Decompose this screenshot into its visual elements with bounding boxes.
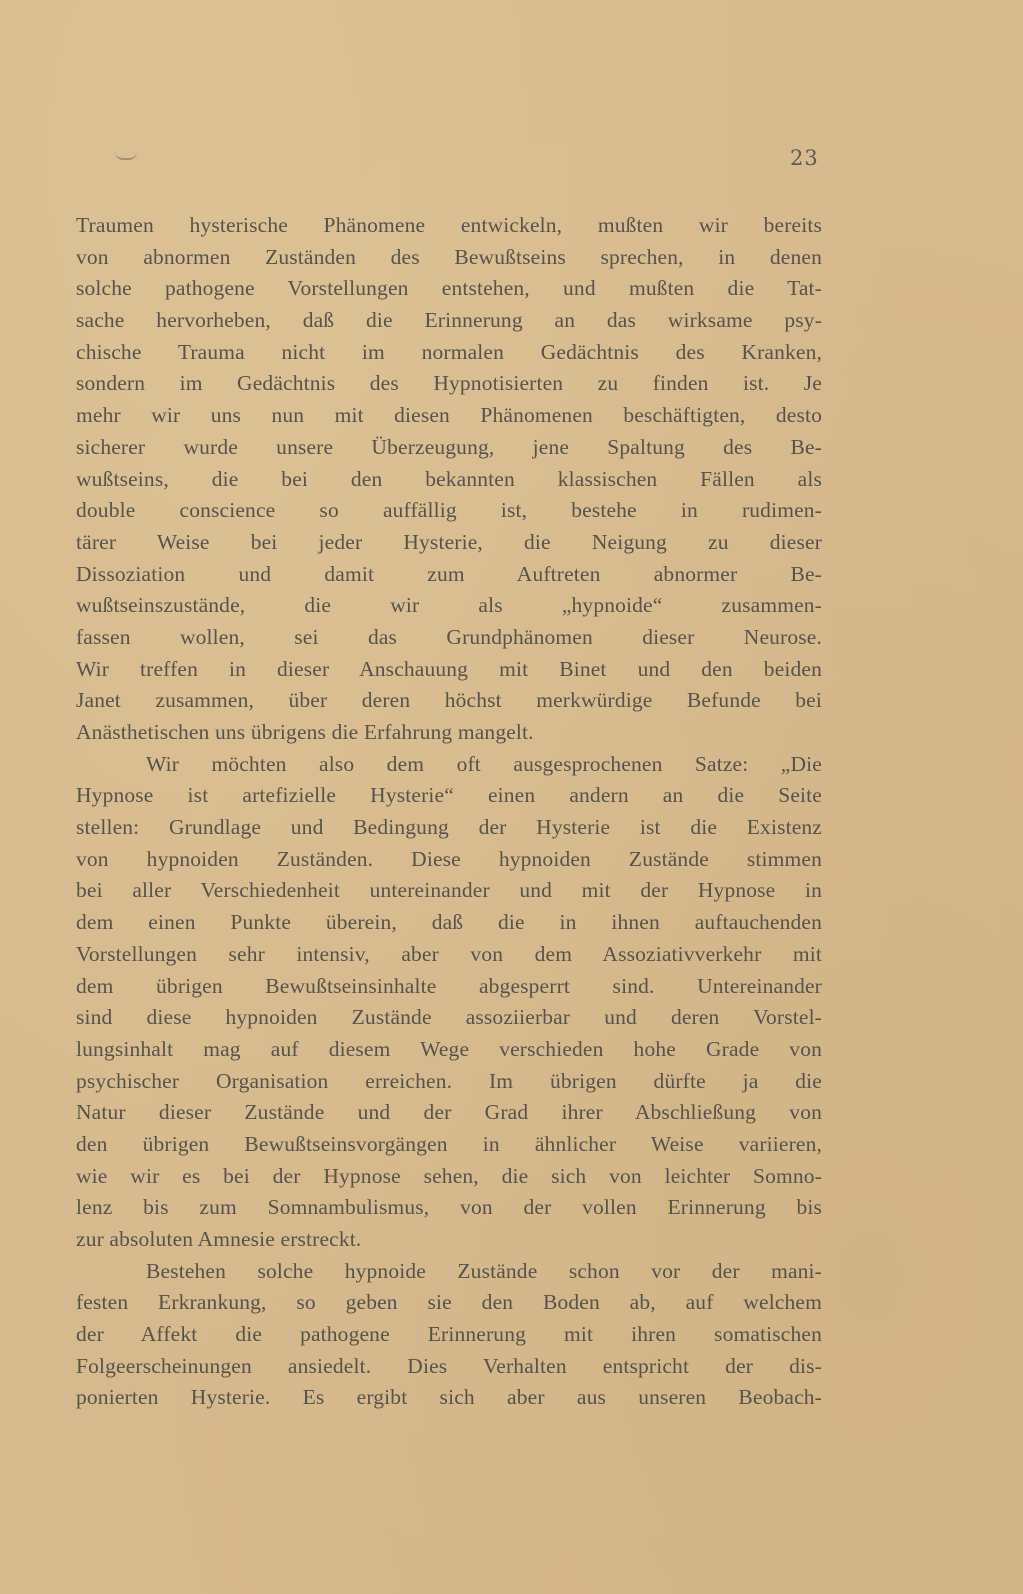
text-line: tärer Weise bei jeder Hysterie, die Neigung zu dieser	[76, 529, 822, 554]
text-line: lenz bis zum Somnambulismus, von der vollen Erinnerung bis	[76, 1195, 822, 1220]
text-line: zur absoluten Amnesie erstreckt.	[76, 1227, 362, 1251]
page-number: 23	[790, 146, 819, 170]
text-line: fassen wollen, sei das Grundphänomen dieser Neurose.	[76, 624, 822, 649]
ink-mark	[115, 152, 137, 160]
text-line: solche pathogene Vorstellungen entstehen, und mußten die Tat-	[76, 276, 822, 301]
text-line: psychischer Organisation erreichen. Im übrigen dürfte ja die	[76, 1068, 822, 1093]
text-line: den übrigen Bewußtseinsvorgängen in ähnlicher Weise variieren,	[76, 1131, 822, 1156]
text-line: sicherer wurde unsere Überzeugung, jene Spaltung des Be-	[76, 434, 822, 459]
text-line: bei aller Verschiedenheit untereinander und mit der Hypnose in	[76, 878, 822, 903]
text-line: stellen: Grundlage und Bedingung der Hysterie ist die Existenz	[76, 815, 822, 840]
text-line: lungsinhalt mag auf diesem Wege verschieden hohe Grade von	[76, 1036, 822, 1061]
text-line: dem übrigen Bewußtseinsinhalte abgesperrt sind. Untereinander	[76, 973, 822, 998]
text-line: Wir treffen in dieser Anschauung mit Binet und den beiden	[76, 656, 822, 681]
text-line: wußtseins, die bei den bekannten klassischen Fällen als	[76, 466, 822, 491]
text-line: Hypnose ist artefizielle Hysterie“ einen andern an die Seite	[76, 783, 822, 808]
text-line: sache hervorheben, daß die Erinnerung an das wirksame psy-	[76, 308, 822, 333]
text-line: ponierten Hysterie. Es ergibt sich aber aus unseren Beobach-	[76, 1385, 822, 1410]
text-line: Dissoziation und damit zum Auftreten abnormer Be-	[76, 561, 822, 586]
text-line: double conscience so auffällig ist, bestehe in rudimen-	[76, 498, 822, 523]
body-text	[76, 210, 822, 1414]
paragraph-start-line: Wir möchten also dem oft ausgesprochenen Satze: „Die	[146, 751, 822, 776]
text-line: Traumen hysterische Phänomene entwickeln, mußten wir bereits	[76, 213, 822, 237]
text-line: von hypnoiden Zuständen. Diese hypnoiden Zustände stimmen	[76, 846, 822, 871]
text-line: Folgeerscheinungen ansiedelt. Dies Verhalten entspricht der dis-	[76, 1353, 822, 1378]
text-line: Natur dieser Zustände und der Grad ihrer Abschließung von	[76, 1100, 822, 1125]
text-line: sind diese hypnoiden Zustände assoziierbar und deren Vorstel-	[76, 1005, 822, 1030]
paragraph-start-line: Bestehen solche hypnoide Zustände schon vor der mani-	[146, 1258, 822, 1283]
text-line: Vorstellungen sehr intensiv, aber von dem Assoziativverkehr mit	[76, 941, 822, 966]
text-line: sondern im Gedächtnis des Hypnotisierten zu finden ist. Je	[76, 371, 822, 396]
text-line: festen Erkrankung, so geben sie den Boden ab, auf welchem	[76, 1290, 822, 1315]
text-line: chische Trauma nicht im normalen Gedächtnis des Kranken,	[76, 339, 822, 364]
text-line: dem einen Punkte überein, daß die in ihnen auftauchenden	[76, 910, 822, 935]
text-line: mehr wir uns nun mit diesen Phänomenen beschäftigten, desto	[76, 403, 822, 428]
text-line: wie wir es bei der Hypnose sehen, die sich von leichter Somno-	[76, 1163, 822, 1188]
text-line: von abnormen Zuständen des Bewußtseins sprechen, in denen	[76, 244, 822, 269]
text-line: wußtseinszustände, die wir als „hypnoide“ zusammen-	[76, 593, 822, 618]
text-line: Janet zusammen, über deren höchst merkwürdige Befunde bei	[76, 688, 822, 713]
text-line: Anästhetischen uns übrigens die Erfahrung mangelt.	[76, 720, 534, 744]
text-line: der Affekt die pathogene Erinnerung mit ihren somatischen	[76, 1322, 822, 1347]
